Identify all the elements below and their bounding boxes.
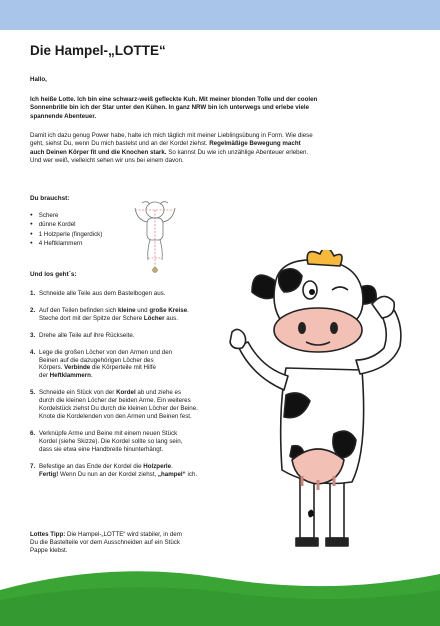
step-text: Drehe alle Teile auf ihre Rückseite. <box>39 331 135 339</box>
step-text: ab und ziehe es <box>135 389 182 397</box>
step-text: Schneide alle Teile aus dem Bastelbogen aus. <box>39 290 166 297</box>
step-number: 7. <box>30 462 36 470</box>
intro-paragraph <box>30 96 414 121</box>
puppet-sketch-icon <box>122 196 188 274</box>
tip-line-1: Die Hampel-„LOTTE“ wird stabiler, in dem <box>65 531 182 538</box>
step-text: die Körperteile mit Hilfe <box>90 364 156 372</box>
step-text-bold: Verbinde <box>64 364 91 372</box>
step-text: . <box>187 306 189 314</box>
list-item: ● 1 Holzperle (fingerdick) <box>30 230 102 239</box>
step-4 <box>30 349 198 381</box>
step-text: dass sie etwa eine Handbreite hinunterhängt. <box>39 445 164 453</box>
step-text: Schneide ein Stück von der <box>39 389 117 397</box>
top-banner <box>0 0 440 30</box>
step-text: Kordelstück ziehst Du durch die kleinen Löcher der Beine. <box>39 405 198 413</box>
step-1 <box>30 290 198 298</box>
list-item: ● dünne Kordel <box>30 220 102 229</box>
step-text: Körpers. <box>39 364 65 372</box>
step-text: der <box>39 372 50 380</box>
para2-line-2a: geht, siehst Du, wenn Du mich bastelst und an der Kordel ziehst. <box>30 140 210 148</box>
list-item: ● 4 Heftklammern <box>30 239 102 248</box>
cow-illustration <box>222 250 412 550</box>
step-7 <box>30 463 198 479</box>
step-text: durch die kleinen Löcher der beiden Arme. Ein weiteres <box>39 397 191 405</box>
step-text: ich. <box>185 470 198 478</box>
step-number: 4. <box>30 348 36 356</box>
para2-line-2b: Regelmäßige Bewegung macht <box>209 140 301 148</box>
step-text: aus. <box>164 314 178 322</box>
step-text: Verknüpfe Arme und Beine mit einem neuen Stück <box>39 429 178 437</box>
step-text-bold: „hampel“ <box>157 470 186 478</box>
step-text: und <box>135 306 150 314</box>
step-text: Wenn Du nun an der Kordel ziehst, <box>58 470 158 478</box>
step-number: 3. <box>30 331 36 339</box>
tip-line-3: Pappe klebst. <box>30 547 68 555</box>
step-text-bold: Kordel <box>116 389 136 397</box>
step-2 <box>30 307 198 323</box>
para2-line-3a: auch Deinen Körper fit und die Knochen stark. <box>30 148 167 156</box>
step-number: 5. <box>30 389 36 397</box>
step-text: Knote die Kordelenden von den Armen und Beinen fest. <box>39 412 192 420</box>
list-item: ● Schere <box>30 211 102 220</box>
step-text: . <box>171 462 173 470</box>
step-number: 1. <box>30 290 36 297</box>
steps-list <box>30 290 198 478</box>
step-5 <box>30 389 198 421</box>
step-text: Steche dort mit der Spitze der Schere <box>39 314 144 322</box>
steps-heading: Und los geht´s: <box>30 271 77 278</box>
step-6 <box>30 430 198 454</box>
motivation-paragraph <box>30 132 414 166</box>
step-number: 2. <box>30 306 36 314</box>
step-text-bold: große Kreise <box>149 306 188 314</box>
para2-line-3b: So kannst Du wie ich unzählige Abenteuer erleben. <box>166 148 309 156</box>
tip-paragraph <box>30 531 182 556</box>
step-text-bold: Löcher <box>143 314 165 322</box>
intro-line-1: Ich heiße Lotte. Ich bin eine schwarz-weiß gefleckte Kuh. Mit meiner blonden Tolle und der coolen <box>30 96 318 103</box>
step-3 <box>30 332 198 340</box>
greeting <box>30 76 414 84</box>
materials-list <box>30 211 102 249</box>
materials-heading: Du brauchst: <box>30 195 70 202</box>
intro-line-2: Sonnenbrille bin ich der Star unter den Kühen. In ganz NRW bin ich unterwegs und erlebe viele <box>30 104 310 112</box>
greeting-text: Hallo, <box>30 76 47 83</box>
page-title: Die Hampel-„LOTTE“ <box>30 43 166 58</box>
step-text: Auf den Teilen befinden sich <box>39 306 119 314</box>
step-text-bold: Holzperle <box>143 462 172 470</box>
step-text-bold: Heftklammern <box>49 372 91 380</box>
tip-label: Lottes Tipp: <box>30 531 66 538</box>
step-text-bold: Fertig! <box>39 470 59 478</box>
step-text: . <box>90 372 93 380</box>
step-text-bold: kleine <box>118 306 136 314</box>
grass-decoration <box>0 560 440 626</box>
step-number: 6. <box>30 429 36 437</box>
step-text: Lege die großen Löcher von den Armen und den <box>39 348 173 356</box>
para2-line-1: Damit ich dazu genug Power habe, halte ich mich täglich mit meiner Lieblingsübung in Form. Wie diese <box>30 132 313 139</box>
step-text: Beinen auf die dazugehörigen Löcher des <box>39 356 154 364</box>
step-text: Kordel (siehe Skizze). Die Kordel sollte so lang sein, <box>39 437 183 445</box>
step-text: Befestige an das Ende der Kordel die <box>39 462 144 470</box>
intro-line-3: spannende Abenteuer. <box>30 112 97 120</box>
tip-line-2: Du die Bastelteile vor dem Ausschneiden auf ein Stück <box>30 539 180 547</box>
para2-line-4: Und wer weiß, vielleicht sehen wir uns bei einem davon. <box>30 157 184 165</box>
